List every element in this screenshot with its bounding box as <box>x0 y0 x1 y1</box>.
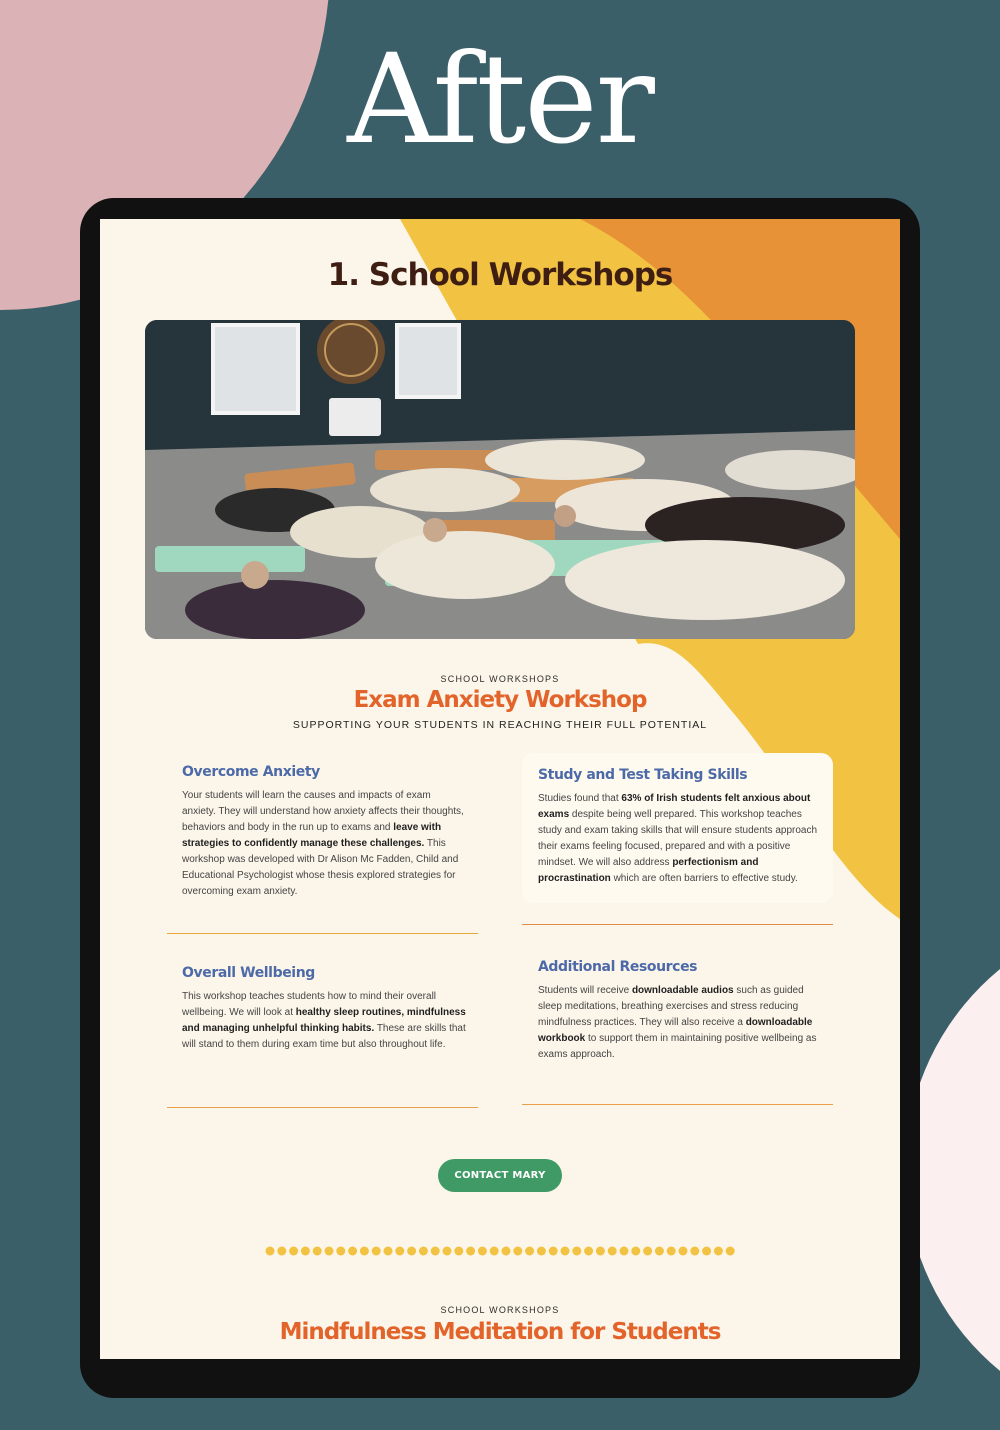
card-body: Studies found that 63% of Irish students felt anxious about exams despite being well prepared. This workshop teaches study and exam taking skills that will ensure students approach their exams feeling focused, prepared and with a positive mindset. We will also address perfectionism and procrastination which are often barriers to effective study. <box>538 793 818 884</box>
card-study-skills <box>538 767 818 887</box>
divider <box>522 1104 833 1105</box>
card-title: Overall Wellbeing <box>182 965 315 981</box>
card-title: Overcome Anxiety <box>182 764 320 780</box>
card-additional-resources <box>538 959 820 1063</box>
card-overcome-anxiety <box>182 764 467 900</box>
contact-mary-button[interactable]: CONTACT MARY <box>438 1159 562 1192</box>
workshop2-eyebrow: SCHOOL WORKSHOPS <box>440 1305 560 1315</box>
card-body: Your students will learn the causes and impacts of exam anxiety. They will understand how anxiety affects their thoughts, behaviors and body in the run up to exams and leave with strategies to confidently manage these challenges. This workshop was developed with Dr Alison Mc Fadden, Child and Educational Psychologist whose thesis explored strategies for overcoming exam anxiety. <box>182 790 464 897</box>
divider <box>167 1107 478 1108</box>
hero-title: After <box>347 28 653 172</box>
photo-illustration <box>145 320 855 639</box>
card-title: Study and Test Taking Skills <box>538 767 748 783</box>
card-overall-wellbeing <box>182 965 467 1053</box>
card-title: Additional Resources <box>538 959 698 975</box>
divider <box>522 924 833 925</box>
workshop-eyebrow: SCHOOL WORKSHOPS <box>440 674 560 684</box>
divider <box>167 933 478 934</box>
webpage-screen[interactable] <box>100 219 900 1359</box>
workshop-photo <box>145 320 855 639</box>
wavy-dot-divider <box>265 1246 735 1256</box>
section-title: 1. School Workshops <box>327 257 673 293</box>
workshop2-title: Mindfulness Meditation for Students <box>279 1319 721 1345</box>
card-body: Students will receive downloadable audios such as guided sleep meditations, breathing exercises and stress reducing mindfulness practices. They will also receive a downloadable workbook to support them in maintaining positive wellbeing as exams approach. <box>538 985 817 1060</box>
card-body: This workshop teaches students how to mind their overall wellbeing. We will look at healthy sleep routines, mindfulness and managing unhelpful thinking habits. These are skills that will stand to them during exam time but also throughout life. <box>182 991 466 1050</box>
workshop-title: Exam Anxiety Workshop <box>353 687 647 713</box>
workshop-subtitle: SUPPORTING YOUR STUDENTS IN REACHING THEIR FULL POTENTIAL <box>292 719 708 731</box>
